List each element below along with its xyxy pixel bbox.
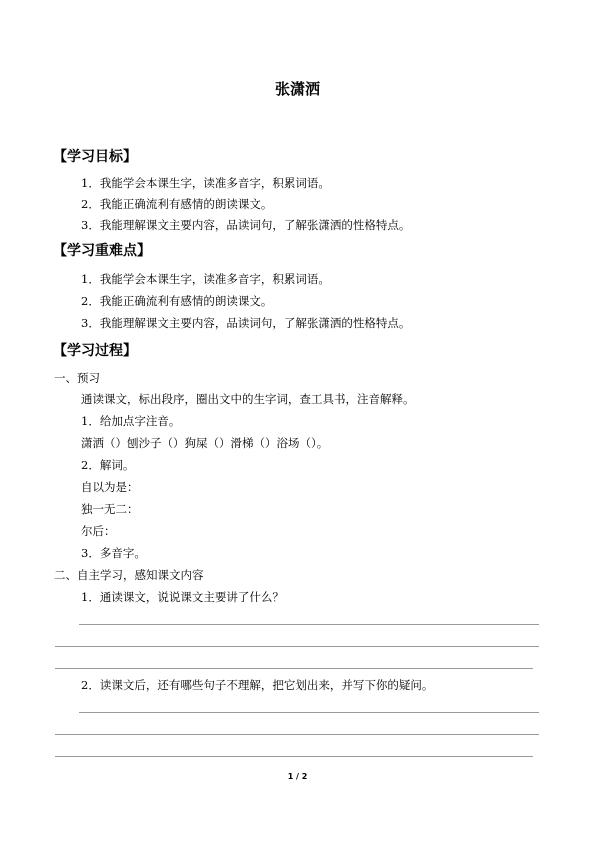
objective-item: 3．我能理解课文主要内容，品读词句，了解张潇洒的性格特点。: [81, 218, 411, 232]
term-item: 尔后：: [81, 524, 116, 538]
key-points-heading: 【学习重难点】: [53, 243, 151, 259]
part1-question-3: 3．多音字。: [81, 546, 146, 560]
part1-question-1: 1．给加点字注音。: [81, 414, 181, 428]
page-title: 张潇洒: [274, 80, 320, 98]
answer-line[interactable]: [55, 734, 539, 735]
key-point-item: 1．我能学会本课生字，读准多音字，积累词语。: [81, 272, 330, 286]
part2-title: 二、自主学习，感知课文内容: [54, 568, 204, 582]
part1-title: 一、预习: [54, 371, 100, 385]
objective-item: 1．我能学会本课生字，读准多音字，积累词语。: [81, 176, 330, 190]
process-heading: 【学习过程】: [53, 343, 137, 359]
term-item: 独一无二：: [81, 502, 139, 516]
part2-question-2: 2．读课文后，还有哪些句子不理解，把它划出来，并写下你的疑问。: [81, 678, 434, 692]
part1-intro: 通读课文，标出段序，圈出文中的生字词，查工具书，注音解释。: [81, 392, 415, 406]
key-point-item: 3．我能理解课文主要内容，品读词句，了解张潇洒的性格特点。: [81, 316, 411, 330]
part2-question-1: 1．通读课文，说说课文主要讲了什么？: [81, 590, 284, 604]
part1-question-2: 2．解词。: [81, 458, 135, 472]
answer-line[interactable]: [79, 712, 539, 713]
answer-line[interactable]: [55, 646, 539, 647]
answer-line[interactable]: [79, 624, 539, 625]
objectives-heading: 【学习目标】: [53, 149, 137, 165]
key-point-item: 2．我能正确流利有感情的朗读课文。: [81, 294, 273, 308]
page-number: 1 / 2: [287, 772, 308, 781]
pinyin-exercise: 潇洒（）刨沙子（）狗屎（）滑梯（）浴场（）。: [81, 436, 329, 450]
objective-item: 2．我能正确流利有感情的朗读课文。: [81, 197, 273, 211]
answer-line[interactable]: [55, 756, 533, 757]
term-item: 自以为是：: [81, 480, 139, 494]
answer-line[interactable]: [55, 668, 533, 669]
